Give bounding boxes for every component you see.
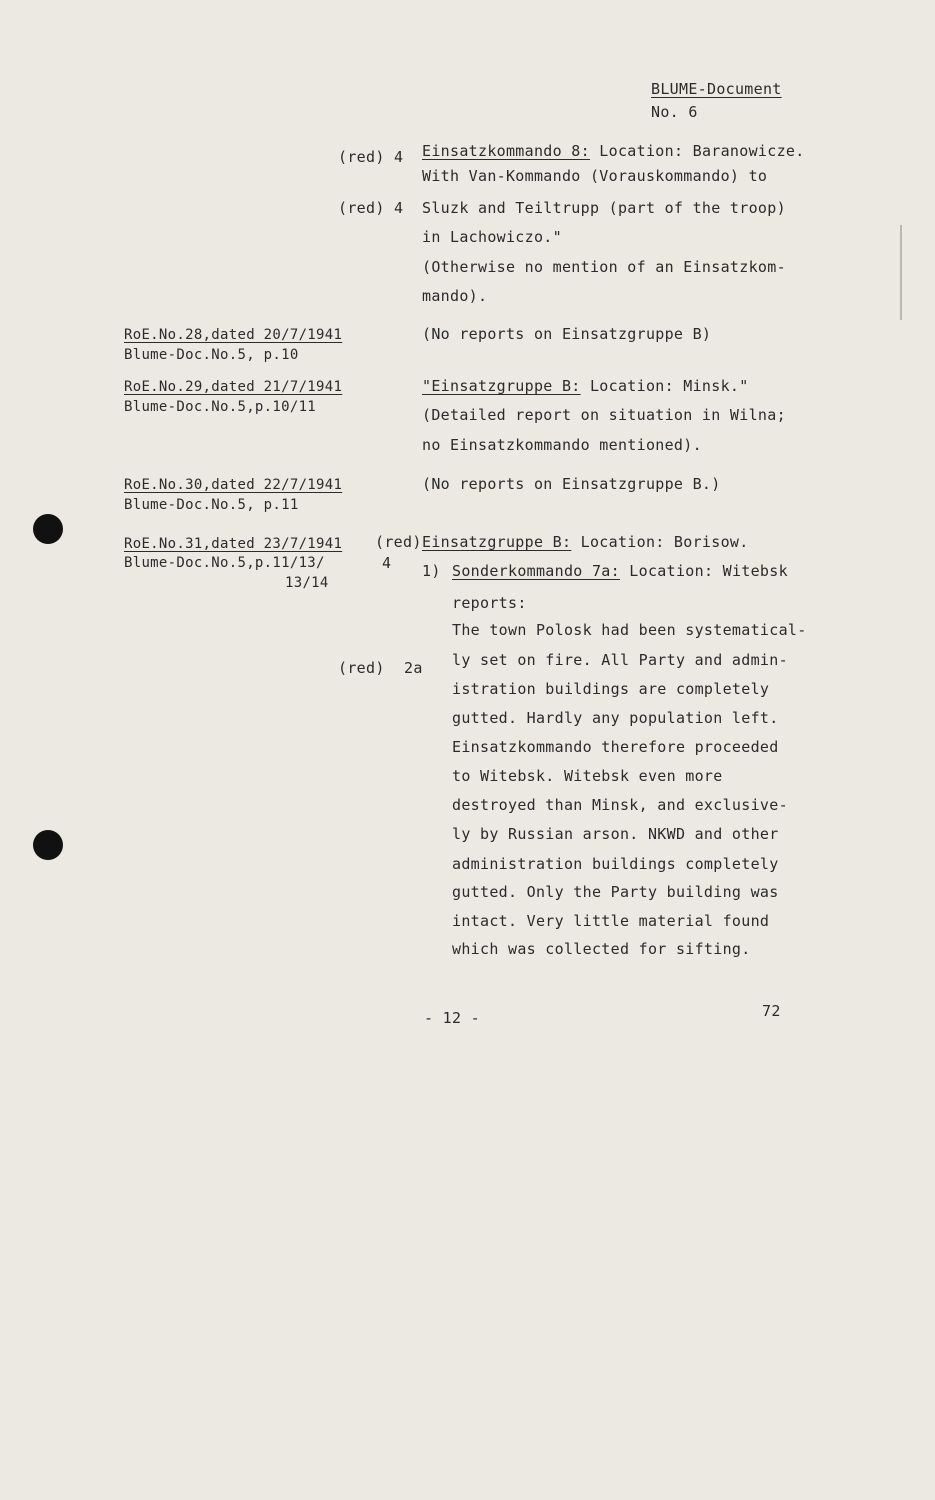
body-line: gutted. Only the Party building was [452,883,779,901]
body-line: (No reports on Einsatzgruppe B) [422,325,712,343]
einsatzgruppe-heading: Einsatzgruppe B: [422,533,572,551]
body-line: reports: [452,594,527,612]
punch-hole-bottom [33,830,63,860]
body-line: Sluzk and Teiltrupp (part of the troop) [422,199,786,217]
item-number: 1) [422,562,441,580]
body-line: (No reports on Einsatzgruppe B.) [422,475,721,493]
body-line: istration buildings are completely [452,680,770,698]
body-line: With Van-Kommando (Vorauskommando) to [422,167,768,185]
body-line: (Detailed report on situation in Wilna; [422,406,786,424]
item-heading-line [452,562,788,580]
punch-hole-top [33,514,63,544]
document-reference: Blume-Doc.No.5,p.11/13/ [124,555,325,571]
body-line: in Lachowiczo." [422,228,562,246]
location-text: Location: Witebsk [619,562,788,580]
archive-number: 72 [762,1002,781,1020]
body-line: destroyed than Minsk, and exclusive- [452,796,788,814]
body-line: administration buildings completely [452,855,779,873]
page-number: - 12 - [424,1009,480,1027]
einsatzkommando-heading: Einsatzkommando 8: [422,142,590,160]
red-margin-note: (red) 4 [338,148,404,166]
document-reference: Blume-Doc.No.5,p.10/11 [124,399,317,415]
entry-heading-line [422,533,749,551]
location-text: Location: Baranowicze. [589,142,805,160]
body-line: (Otherwise no mention of an Einsatzkom- [422,258,786,276]
red-margin-note: (red) [338,659,385,677]
body-line: to Witebsk. Witebsk even more [452,767,723,785]
sonderkommando-heading: Sonderkommando 7a: [452,562,620,580]
report-reference: RoE.No.31,dated 23/7/1941 [124,536,343,552]
location-text: Location: Minsk." [580,377,749,395]
body-line: ly set on fire. All Party and admin- [452,651,788,669]
report-reference: RoE.No.28,dated 20/7/1941 [124,327,343,343]
document-title: BLUME-Document [651,80,782,98]
einsatzgruppe-heading: "Einsatzgruppe B: [422,377,581,395]
body-line: which was collected for sifting. [452,940,751,958]
body-line: The town Polosk had been systematical- [452,621,807,639]
red-margin-note: 4 [382,554,392,572]
entry-heading-line [422,142,805,160]
report-reference: RoE.No.29,dated 21/7/1941 [124,379,343,395]
body-line: intact. Very little material found [452,912,770,930]
red-margin-note: (red) 4 [338,199,404,217]
body-line: ly by Russian arson. NKWD and other [452,825,779,843]
edge-mark [900,225,902,320]
document-number: No. 6 [651,103,698,121]
body-line: no Einsatzkommando mentioned). [422,436,702,454]
document-reference: Blume-Doc.No.5, p.10 [124,347,299,363]
body-line: Einsatzkommando therefore proceeded [452,738,779,756]
red-margin-note: 2a [404,659,423,677]
document-reference: Blume-Doc.No.5, p.11 [124,497,299,513]
report-reference: RoE.No.30,dated 22/7/1941 [124,477,343,493]
red-margin-note: (red) [375,533,422,551]
location-text: Location: Borisow. [571,533,749,551]
body-line: mando). [422,287,488,305]
body-line: gutted. Hardly any population left. [452,709,779,727]
document-reference-cont: 13/14 [285,575,329,591]
entry-heading-line [422,377,749,395]
